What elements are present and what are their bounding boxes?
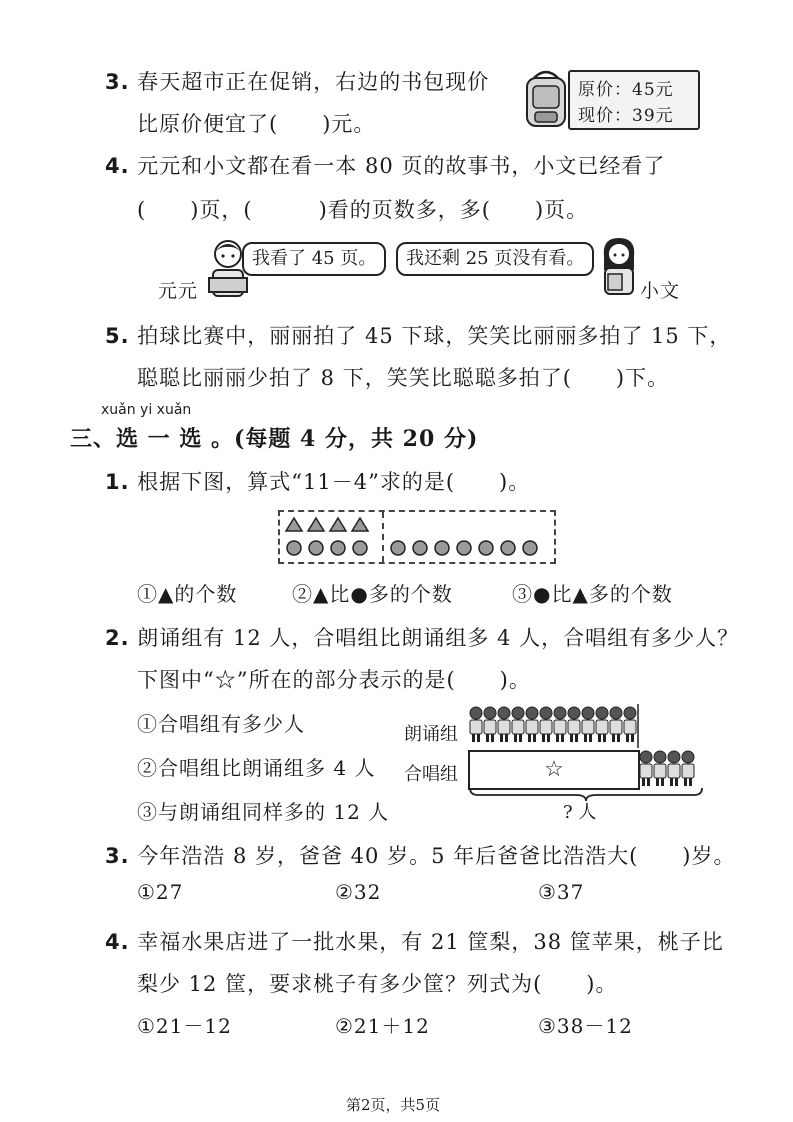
- triangle-icon: [352, 518, 368, 531]
- person-head-icon: [624, 707, 636, 719]
- person-leg-icon: [589, 734, 592, 742]
- s3-option-2[interactable]: ②32: [335, 880, 382, 904]
- person-head-icon: [640, 751, 652, 763]
- q3-line1: [105, 66, 489, 96]
- s2-option-1[interactable]: ①合唱组有多少人: [137, 712, 305, 736]
- circle-icon: [523, 541, 537, 555]
- person-head-icon: [540, 707, 552, 719]
- person-head-icon: [498, 707, 510, 719]
- s1-option-2[interactable]: ②▲比●多的个数: [292, 582, 453, 606]
- circle-icon: [331, 541, 345, 555]
- person-leg-icon: [486, 734, 489, 742]
- q5-number: 5.: [105, 324, 130, 348]
- s2-number: 2.: [105, 626, 130, 650]
- person-leg-icon: [491, 734, 494, 742]
- s2-text-1: 朗诵组有 12 人，合唱组比朗诵组多 4 人，合唱组有多少人？: [137, 626, 740, 650]
- q3-number: 3.: [105, 70, 130, 94]
- person-leg-icon: [533, 734, 536, 742]
- person-body-icon: [568, 720, 580, 734]
- star-icon: ☆: [544, 757, 564, 782]
- s4-number: 4.: [105, 930, 130, 954]
- price-tag-figure: [522, 66, 700, 130]
- person-leg-icon: [570, 734, 573, 742]
- circle-icon: [479, 541, 493, 555]
- s4-text-1: 幸福水果店进了一批水果，有 21 筐梨，38 筐苹果，桃子比: [137, 930, 724, 954]
- circle-icon: [435, 541, 449, 555]
- person-body-icon: [640, 764, 652, 778]
- s1-option-1[interactable]: ①▲的个数: [137, 582, 238, 606]
- person-leg-icon: [528, 734, 531, 742]
- label-chorus-group: 合唱组: [404, 764, 458, 785]
- page-footer: 第2页，共5页: [346, 1096, 441, 1114]
- s4-option-2[interactable]: ②21＋12: [335, 1014, 430, 1038]
- person-leg-icon: [603, 734, 606, 742]
- person-leg-icon: [670, 778, 673, 786]
- person-leg-icon: [477, 734, 480, 742]
- circle-icon: [287, 541, 301, 555]
- s1-text: 根据下图，算式“11－4”求的是( )。: [137, 470, 531, 494]
- person-leg-icon: [675, 778, 678, 786]
- shape-comparison-box: [278, 510, 556, 564]
- person-body-icon: [498, 720, 510, 734]
- person-leg-icon: [561, 734, 564, 742]
- q3-text-1: 春天超市正在促销，右边的书包现价: [137, 70, 490, 94]
- person-head-icon: [526, 707, 538, 719]
- person-head-icon: [610, 707, 622, 719]
- person-leg-icon: [547, 734, 550, 742]
- person-body-icon: [582, 720, 594, 734]
- person-leg-icon: [656, 778, 659, 786]
- person-head-icon: [512, 707, 524, 719]
- person-body-icon: [596, 720, 608, 734]
- person-body-icon: [668, 764, 680, 778]
- person-body-icon: [526, 720, 538, 734]
- q5-line1: [105, 320, 731, 350]
- s2-line2: 下图中“☆”所在的部分表示的是( )。: [137, 668, 531, 692]
- person-head-icon: [568, 707, 580, 719]
- person-leg-icon: [684, 778, 687, 786]
- q5-text-1: 拍球比赛中，丽丽拍了 45 下球，笑笑比丽丽多拍了 15 下，: [137, 324, 732, 348]
- circle-icon: [501, 541, 515, 555]
- person-leg-icon: [642, 778, 645, 786]
- person-leg-icon: [631, 734, 634, 742]
- q4-line2: ( )页，( )看的页数多，多( )页。: [137, 198, 589, 222]
- s4-line1: [105, 926, 724, 956]
- section-pinyin: xuǎn yi xuǎn: [101, 402, 192, 418]
- person-leg-icon: [584, 734, 587, 742]
- circle-icon: [457, 541, 471, 555]
- person-leg-icon: [519, 734, 522, 742]
- person-body-icon: [554, 720, 566, 734]
- s1-question: [105, 466, 530, 496]
- s3-question: [105, 840, 736, 870]
- person-body-icon: [624, 720, 636, 734]
- person-head-icon: [582, 707, 594, 719]
- chorus-extra-people: [638, 748, 698, 788]
- triangle-icon: [330, 518, 346, 531]
- person-leg-icon: [647, 778, 650, 786]
- person-body-icon: [540, 720, 552, 734]
- s1-number: 1.: [105, 470, 130, 494]
- triangle-icon: [308, 518, 324, 531]
- s3-option-1[interactable]: ①27: [137, 880, 184, 904]
- person-head-icon: [654, 751, 666, 763]
- q4-number: 4.: [105, 154, 130, 178]
- s1-option-3[interactable]: ③●比▲多的个数: [512, 582, 673, 606]
- q4-text-1: 元元和小文都在看一本 80 页的故事书，小文已经看了: [137, 154, 666, 178]
- person-head-icon: [596, 707, 608, 719]
- circle-icon: [391, 541, 405, 555]
- price-tag: [568, 70, 700, 130]
- reciting-group-people: [468, 704, 708, 748]
- person-head-icon: [682, 751, 694, 763]
- girl-reading-icon: [596, 236, 642, 298]
- person-leg-icon: [617, 734, 620, 742]
- s3-text: 今年浩浩 8 岁，爸爸 40 岁。5 年后爸爸比浩浩大( )岁。: [137, 844, 736, 868]
- s4-option-1[interactable]: ①21－12: [137, 1014, 232, 1038]
- q3-line2: 比原价便宜了( )元。: [137, 112, 376, 136]
- name-yuanyuan: 元元: [158, 280, 199, 302]
- person-head-icon: [470, 707, 482, 719]
- s4-option-3[interactable]: ③38－12: [538, 1014, 633, 1038]
- person-leg-icon: [661, 778, 664, 786]
- person-body-icon: [682, 764, 694, 778]
- section-title: 三、选 一 选 。(每题 4 分，共 20 分): [70, 426, 479, 452]
- person-leg-icon: [556, 734, 559, 742]
- circle-icon: [309, 541, 323, 555]
- s4-line2: 梨少 12 筐，要求桃子有多少筐？列式为( )。: [137, 972, 618, 996]
- person-leg-icon: [514, 734, 517, 742]
- q5-line2: 聪聪比丽丽少拍了 8 下，笑笑比聪聪多拍了( )下。: [137, 366, 670, 390]
- person-leg-icon: [626, 734, 629, 742]
- person-leg-icon: [612, 734, 615, 742]
- s3-option-3[interactable]: ③37: [538, 880, 585, 904]
- backpack-icon: [522, 66, 570, 130]
- s2-option-2[interactable]: ②合唱组比朗诵组多 4 人: [137, 756, 376, 780]
- s2-option-3[interactable]: ③与朗诵组同样多的 12 人: [137, 800, 390, 824]
- speech-bubble-yuanyuan: 我看了 45 页。: [242, 242, 386, 276]
- current-price: 现价：39元: [578, 106, 674, 126]
- person-leg-icon: [472, 734, 475, 742]
- s2-line1: [105, 622, 739, 652]
- person-leg-icon: [500, 734, 503, 742]
- person-head-icon: [484, 707, 496, 719]
- person-body-icon: [654, 764, 666, 778]
- person-body-icon: [470, 720, 482, 734]
- total-people-label: ? 人: [563, 802, 597, 823]
- person-leg-icon: [575, 734, 578, 742]
- person-leg-icon: [542, 734, 545, 742]
- original-price: 原价：45元: [578, 80, 674, 100]
- q4-line1: [105, 150, 665, 180]
- person-leg-icon: [505, 734, 508, 742]
- s3-number: 3.: [105, 844, 130, 868]
- person-head-icon: [554, 707, 566, 719]
- person-leg-icon: [689, 778, 692, 786]
- person-body-icon: [610, 720, 622, 734]
- person-body-icon: [512, 720, 524, 734]
- speech-bubble-xiaowen: 我还剩 25 页没有看。: [396, 242, 594, 276]
- name-xiaowen: 小文: [640, 280, 681, 302]
- person-head-icon: [668, 751, 680, 763]
- shape-row: [280, 512, 554, 562]
- person-leg-icon: [598, 734, 601, 742]
- circle-icon: [413, 541, 427, 555]
- person-body-icon: [484, 720, 496, 734]
- circle-icon: [353, 541, 367, 555]
- triangle-icon: [286, 518, 302, 531]
- chorus-base-bar: [468, 750, 640, 790]
- label-reciting-group: 朗诵组: [404, 724, 458, 745]
